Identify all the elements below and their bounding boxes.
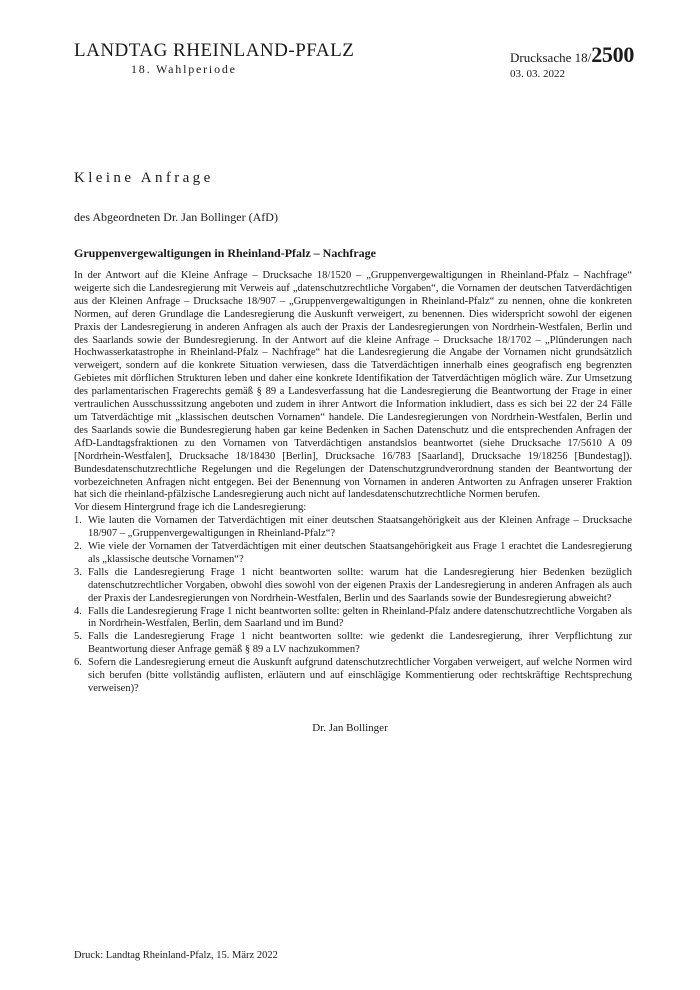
question-item bbox=[74, 515, 632, 541]
parliament-title: LANDTAG RHEINLAND-PFALZ bbox=[74, 40, 355, 61]
question-text: Sofern die Landesregierung erneut die Auskunft aufgrund datenschutzrechtlicher Vorgaben verweigert, auf welche Normen wird sich berufen (bitte vollständig auflisten, erläutern und auf einschlägige Kommentierung oder rechtskräftige Rechtsprechung verweisen)? bbox=[88, 657, 632, 694]
lead-in-sentence: Vor diesem Hintergrund frage ich die Landesregierung: bbox=[74, 502, 307, 514]
question-item bbox=[74, 567, 632, 606]
question-list bbox=[74, 515, 632, 696]
drucksache-block bbox=[510, 42, 670, 80]
question-number: 1. bbox=[74, 515, 82, 527]
question-text: Falls die Landesregierung Frage 1 nicht beantworten sollte: gelten in Rheinland-Pfalz andere datenschutzrechtliche Vorgaben als in Nordrhein-Westfalen, Berlin, dem Saarland und im Bund? bbox=[88, 605, 632, 630]
question-number: 3. bbox=[74, 566, 82, 578]
legislative-period: 18. Wahlperiode bbox=[131, 62, 237, 76]
question-item bbox=[74, 631, 632, 657]
question-text: Wie lauten die Vornamen der Tatverdächtigen mit einer deutschen Staatsangehörigkeit aus der Kleinen Anfrage – Drucksache 18/907 – „Gruppenvergewaltigungen in Rheinland-Pfalz“? bbox=[88, 515, 632, 540]
question-number: 6. bbox=[74, 657, 82, 669]
author-line: des Abgeordneten Dr. Jan Bollinger (AfD) bbox=[74, 210, 278, 224]
parliament-header bbox=[74, 41, 354, 77]
print-footer: Druck: Landtag Rheinland-Pfalz, 15. März 2022 bbox=[74, 950, 278, 961]
drucksache-number: 2500 bbox=[591, 42, 635, 67]
question-item bbox=[74, 606, 632, 632]
question-text: Falls die Landesregierung Frage 1 nicht beantworten sollte: warum hat die Landesregierung hier Bedenken bezüglich datenschutzrechtlicher Vorgaben, obwohl dies sowohl von der eigenen Praxis der Landesregierung in anderen Anfragen als auch der Praxis der Landesregierungen von Nordrhein-Westfalen, Berlin und des Saarlands sowie der Bundesregierung abweicht? bbox=[88, 566, 632, 604]
drucksache-line bbox=[510, 42, 670, 68]
body-text bbox=[74, 270, 632, 696]
drucksache-label: Drucksache 18/ bbox=[510, 50, 592, 65]
question-item bbox=[74, 541, 632, 567]
intro-paragraph: In der Antwort auf die Kleine Anfrage – Drucksache 18/1520 – „Gruppenvergewaltigungen in Rheinland-Pfalz – Nachfrage“ weigerte sich die Landesregierung mit Verweis auf „datenschutzrechtliche Vorgaben“, die Vornamen der deutschen Tatverdächtigen aus der Kleinen Anfrage – Drucksache 18/907 – „Gruppenvergewaltigungen in Rheinland-Pfalz“ zu nennen, ohne die konkreten Normen, auf deren Grundlage die Landesregierung die Auskunft verweigert, zu benennen. Dies widerspricht sowohl der eigenen Praxis der Landesregierung in anderen Anfragen als auch der Praxis der Landesregierungen von Nordrhein-Westfalen, Berlin und des Saarlands sowie der Bundesregierung. In der Antwort auf die kleine Anfrage – Drucksache 18/1702 – „Plünderungen nach Hochwasserkatastrophe in Rheinland-Pfalz – Nachfrage“ hat die Landesregierung die Angabe der Vornamen nicht grundsätzlich verweigert, sondern auf die konkrete Situation verwiesen, dass die Tatverdächtigen innerhalb eines geografisch eng begrenzten Gebietes mit dörflichen Strukturen leben und daher eine konkrete Identifikation der Tatverdächtigen möglich wäre. Zur Umsetzung des parlamentarischen Fragerechts gemäß § 89 a Landesverfassung hat die Landesregierung die Beantwortung der Frage in einer vertraulichen Ausschusssitzung angeboten und zudem in ihrer Antwort die Information inkludiert, dass es sich bei 22 der 24 Fälle um Tatverdächtige mit „klassischen deutschen Vornamen“ handele. Die Landesregierungen von Nordrhein-Westfalen, Berlin und des Saarlands sowie die Bundesregierung haben gar keine Bedenken in Sachen Datenschutz und die entsprechenden Anfragen der AfD-Landtagsfraktionen zu den Vornamen von Tatverdächtigen anstandslos beantwortet (siehe Drucksache 17/5610 A 09 [Nordrhein-Westfalen], Drucksache 18/18430 [Berlin], Drucksache 16/783 [Saarland], Drucksache 19/18256 [Bundestag]). Bundesdatenschutzrechtliche Regelungen und die Regelungen der Datenschutzgrundverordnung standen der Beantwortung der vorbezeichneten Anfragen nicht entgegen. Bei der Benennung von Vornamen in anderen Antworten zu Anfragen unserer Fraktion hat sich die rheinland-pfälzische Landesregierung auch nicht auf landesdatenschutzrechtliche Normen berufen. bbox=[74, 270, 632, 501]
question-text: Wie viele der Vornamen der Tatverdächtigen mit einer deutschen Staatsangehörigkeit aus Frage 1 erachtet die Landesregierung als „klassische deutsche Vornamen“? bbox=[88, 541, 632, 565]
drucksache-date: 03. 03. 2022 bbox=[510, 68, 565, 80]
document-type: Kleine Anfrage bbox=[74, 170, 214, 186]
question-number: 5. bbox=[74, 631, 82, 643]
question-number: 2. bbox=[74, 541, 82, 553]
question-number: 4. bbox=[74, 605, 82, 617]
question-text: Falls die Landesregierung Frage 1 nicht beantworten sollte: wie gedenkt die Landesregierung, ihrer Verpflichtung zur Beantwortung dieser Anfrage gemäß § 89 a LV nachzukommen? bbox=[88, 631, 632, 656]
signature: Dr. Jan Bollinger bbox=[312, 722, 388, 734]
subject-title: Gruppenvergewaltigungen in Rheinland-Pfalz – Nachfrage bbox=[74, 246, 376, 260]
question-item bbox=[74, 657, 632, 696]
